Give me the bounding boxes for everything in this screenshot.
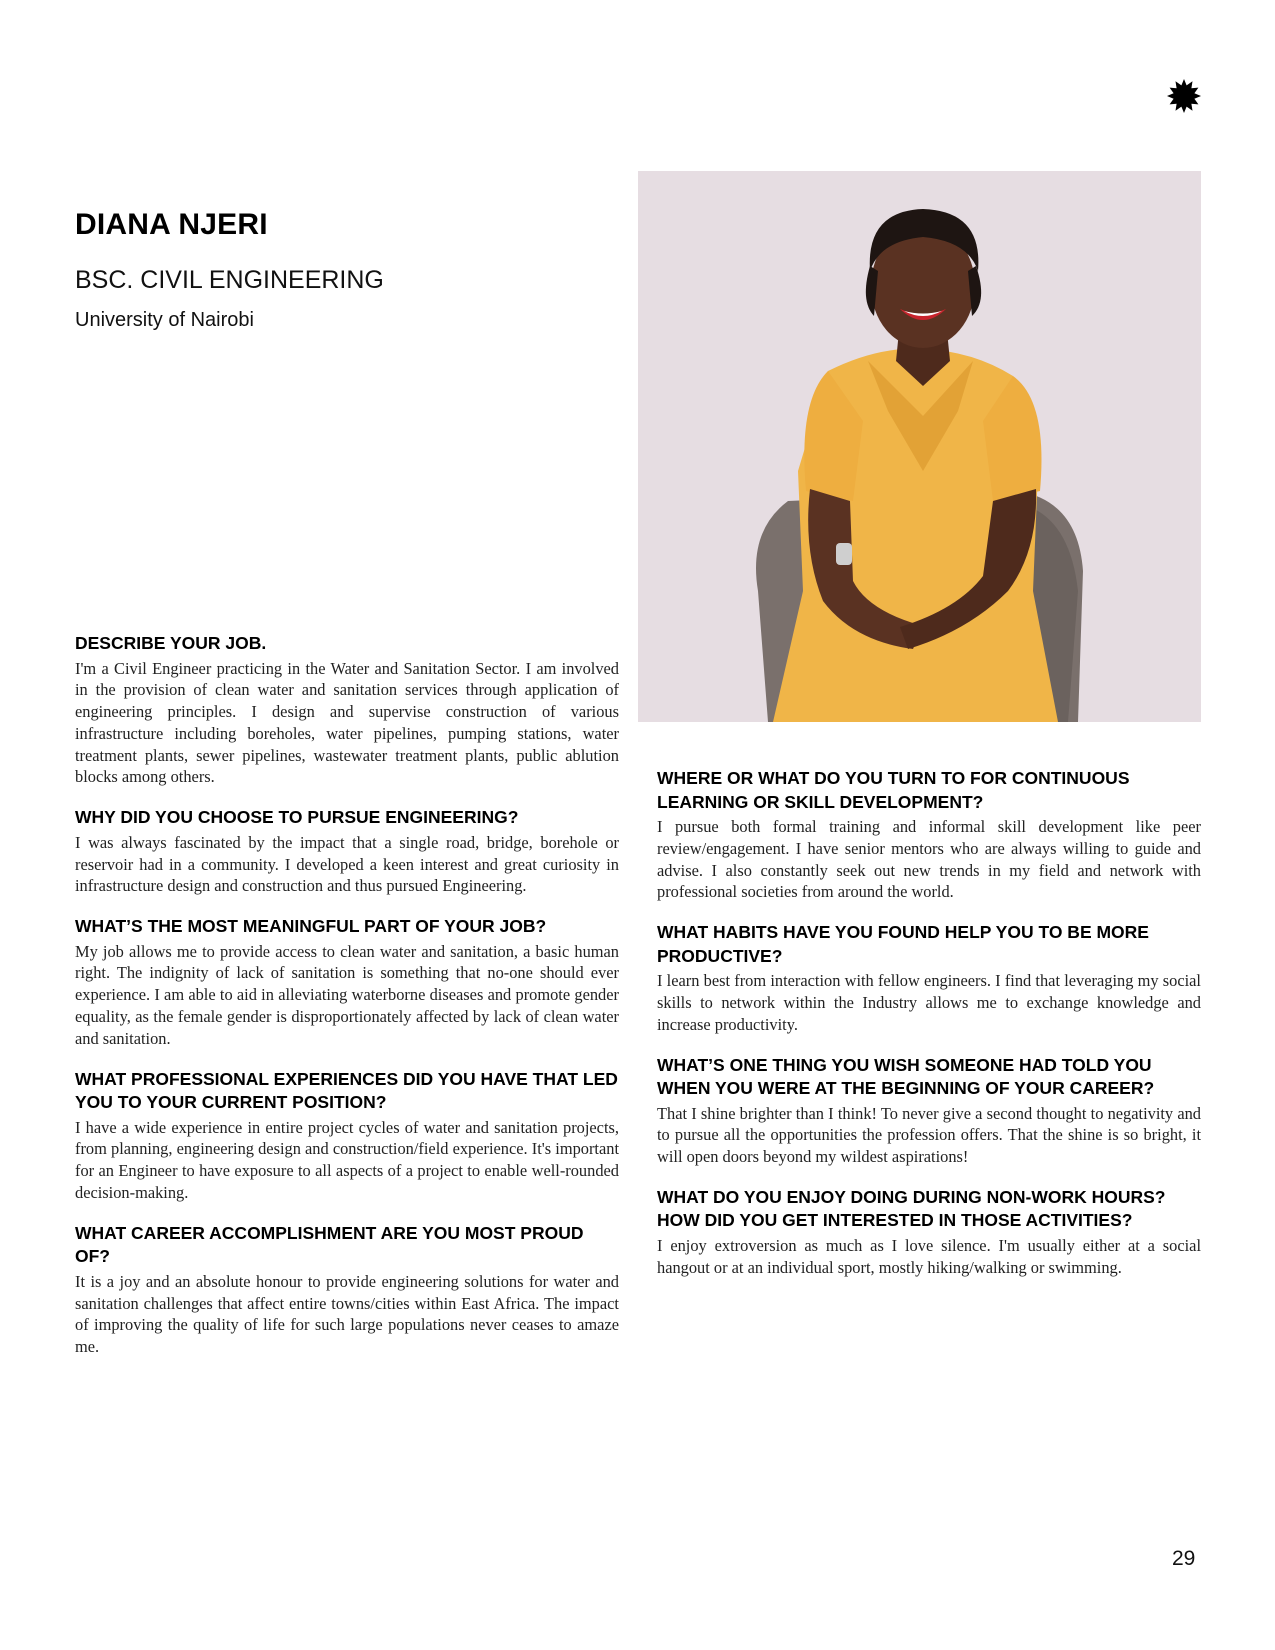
- answer-text: I pursue both formal training and informal skill development like peer review/engagement. I have senior mentors who are always willing to guide and advise. I also constantly seek out new trends in my field and network with professional societies from around the world.: [657, 817, 1201, 902]
- answer-text: I was always fascinated by the impact that a single road, bridge, borehole or reservoir had in a community. I developed a keen interest and great curiosity in infrastructure design and construction and thus pursued Engineering.: [75, 832, 619, 896]
- question-heading: WHAT’S ONE THING YOU WISH SOMEONE HAD TOLD YOU WHEN YOU WERE AT THE BEGINNING OF YOUR CAREER?: [657, 1054, 1155, 1099]
- question-heading: WHAT’S THE MOST MEANINGFUL PART OF YOUR JOB?: [75, 916, 547, 937]
- profile-degree: BSC. CIVIL ENGINEERING: [75, 266, 384, 294]
- qa-left-column: [75, 632, 619, 1376]
- answer-text: It is a joy and an absolute honour to provide engineering solutions for water and sanitation challenges that affect entire towns/cities within East Africa. The impact of improving the quality of life for such large populations never ceases to amaze me.: [75, 1271, 619, 1357]
- profile-name: DIANA NJERI: [75, 208, 268, 241]
- qa-item: [75, 1068, 619, 1204]
- question-heading: WHAT CAREER ACCOMPLISHMENT ARE YOU MOST PROUD OF?: [75, 1222, 584, 1267]
- qa-item: [657, 921, 1201, 1035]
- portrait-photo: [638, 171, 1201, 722]
- portrait-illustration: [638, 171, 1201, 722]
- answer-text: I have a wide experience in entire project cycles of water and sanitation projects, from planning, engineering design and construction/field experience. It's important for an Engineer to have exposure to all aspects of a project to enable well-rounded decision-making.: [75, 1117, 619, 1203]
- qa-item: [657, 1186, 1201, 1279]
- qa-item: [75, 632, 619, 788]
- page-number: 29: [1172, 1547, 1196, 1570]
- question-heading: DESCRIBE YOUR JOB.: [75, 633, 267, 653]
- answer-text: I learn best from interaction with fellow engineers. I find that leveraging my social skills to network within the Industry allows me to exchange knowledge and increase productivity.: [657, 971, 1201, 1034]
- answer-text: I enjoy extroversion as much as I love silence. I'm usually either at a social hangout or at an individual sport, mostly hiking/walking or swimming.: [657, 1235, 1201, 1277]
- qa-item: [75, 806, 619, 897]
- answer-text: My job allows me to provide access to clean water and sanitation, a basic human right. The indignity of lack of sanitation is something that no-one should ever experience. I am able to aid in alleviating waterborne diseases and promote gender equality, as the female gender is disproportionately affected by lack of clean water and sanitation.: [75, 941, 619, 1048]
- question-heading: WHAT PROFESSIONAL EXPERIENCES DID YOU HAVE THAT LED YOU TO YOUR CURRENT POSITION?: [75, 1068, 618, 1113]
- qa-item: [75, 1222, 619, 1358]
- question-heading: WHY DID YOU CHOOSE TO PURSUE ENGINEERING?: [75, 807, 519, 828]
- question-heading: WHAT HABITS HAVE YOU FOUND HELP YOU TO BE MORE PRODUCTIVE?: [657, 922, 1149, 966]
- question-heading: WHERE OR WHAT DO YOU TURN TO FOR CONTINUOUS LEARNING OR SKILL DEVELOPMENT?: [657, 768, 1130, 812]
- answer-text: That I shine brighter than I think! To never give a second thought to negativity and to pursue all the opportunities the profession offers. That the shine is so bright, it will open doors beyond my wildest aspirations!: [657, 1103, 1201, 1167]
- qa-item: [75, 915, 619, 1049]
- qa-item: [657, 1054, 1201, 1168]
- qa-right-column: [657, 767, 1201, 1297]
- profile-school: University of Nairobi: [75, 309, 254, 331]
- answer-text: I'm a Civil Engineer practicing in the Water and Sanitation Sector. I am involved in the provision of clean water and sanitation services through application of engineering principles. I design and supervise construction of various infrastructure including boreholes, water pipelines, pumping stations, water treatment plants, sewer pipelines, wastewater treatment plants, public ablution blocks among others.: [75, 658, 619, 787]
- starburst-icon: [1166, 78, 1202, 114]
- question-heading: WHAT DO YOU ENJOY DOING DURING NON-WORK HOURS? HOW DID YOU GET INTERESTED IN THOSE ACTIVITIES?: [657, 1186, 1166, 1231]
- qa-item: [657, 767, 1201, 903]
